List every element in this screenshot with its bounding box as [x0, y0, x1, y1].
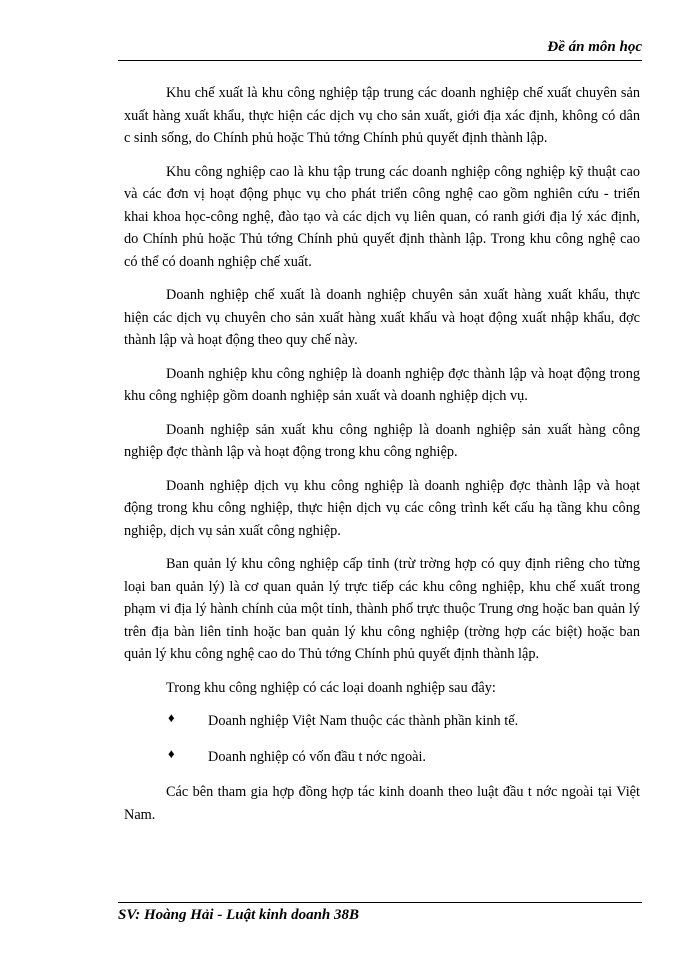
paragraph-service-enterprise: Doanh nghiệp dịch vụ khu công nghiệp là doanh nghiệp đợc thành lập và hoạt động trong khu công nghiệp, thực hiện dịch vụ các công trình kết cấu hạ tầng khu công nghiệp, dịch vụ sản xuất công nghiệp.: [124, 477, 640, 539]
paragraph-export-processing-zone: Khu chế xuất là khu công nghiệp tập trung các doanh nghiệp chế xuất chuyên sản xuất hàng xuất khẩu, thực hiện các dịch vụ cho sản xuất, giới địa xác định, không có dân c sinh sống, do Chính phủ hoặc Thủ tớng Chính phủ quyết định thành lập.: [124, 85, 640, 146]
list-item: [124, 710, 640, 733]
page-header: [118, 38, 642, 61]
paragraph-business-cooperation: Các bên tham gia hợp đồng hợp tác kinh doanh theo luật đầu t nớc ngoài tại Việt Nam.: [124, 784, 640, 823]
paragraph-enterprise-types-intro: Trong khu công nghiệp có các loại doanh nghiệp sau đây:: [166, 679, 496, 696]
document-body: [124, 82, 640, 837]
header-title: Đề án môn học: [547, 39, 642, 55]
paragraph-high-tech-zone: Khu công nghiệp cao là khu tập trung các doanh nghiệp công nghiệp kỹ thuật cao và các đơn vị hoạt động phục vụ cho phát triển công nghệ cao gồm nghiên cứu - triển khai khoa học-công nghệ, đào tạo và các dịch vụ liên quan, có ranh giới địa lý xác định, do Chính phủ hoặc Thủ tớng Chính phủ quyết định thành lập. Trong khu công nghệ cao có thể có doanh nghiệp chế xuất.: [124, 163, 640, 270]
list-item-text: Doanh nghiệp có vốn đầu t nớc ngoài.: [208, 748, 426, 765]
list-item-text: Doanh nghiệp Việt Nam thuộc các thành phần kinh tế.: [208, 713, 519, 729]
page-footer: [118, 902, 642, 923]
enterprise-types-list: [124, 710, 640, 768]
diamond-bullet-icon: ♦: [168, 745, 175, 761]
paragraph-management-board: Ban quản lý khu công nghiệp cấp tỉnh (trừ trờng hợp có quy định riêng cho từng loại ban quản lý) là cơ quan quản lý trực tiếp các khu công nghiệp, khu chế xuất trong phạm vi địa lý hành chính của một tỉnh, thành phố trực thuộc Trung ơng hoặc ban quản lý trên địa bàn liên tỉnh hoặc ban quản lý khu công nghiệp (trờng hợp các biệt) hoặc ban quản lý khu công nghệ cao do Thủ tớng Chính phủ quyết định thành lập.: [124, 556, 640, 662]
paragraph-production-enterprise: Doanh nghiệp sản xuất khu công nghiệp là doanh nghiệp sản xuất hàng công nghiệp đợc thành lập và hoạt động trong khu công nghiệp.: [124, 421, 640, 460]
paragraph-industrial-zone-enterprise: Doanh nghiệp khu công nghiệp là doanh nghiệp đợc thành lập và hoạt động trong khu công nghiệp gồm doanh nghiệp sản xuất và doanh nghiệp dịch vụ.: [124, 365, 640, 404]
diamond-bullet-icon: ♦: [168, 710, 175, 725]
paragraph-export-enterprise: Doanh nghiệp chế xuất là doanh nghiệp chuyên sản xuất hàng xuất khẩu, thực hiện các dịch vụ chuyên cho sản xuất hàng xuất khẩu và hoạt động xuất nhập khẩu, đợc thành lập và hoạt động theo quy chế này.: [124, 287, 640, 348]
list-item: [124, 746, 640, 769]
footer-text: SV: Hoàng Hải - Luật kinh doanh 38B: [118, 907, 360, 923]
